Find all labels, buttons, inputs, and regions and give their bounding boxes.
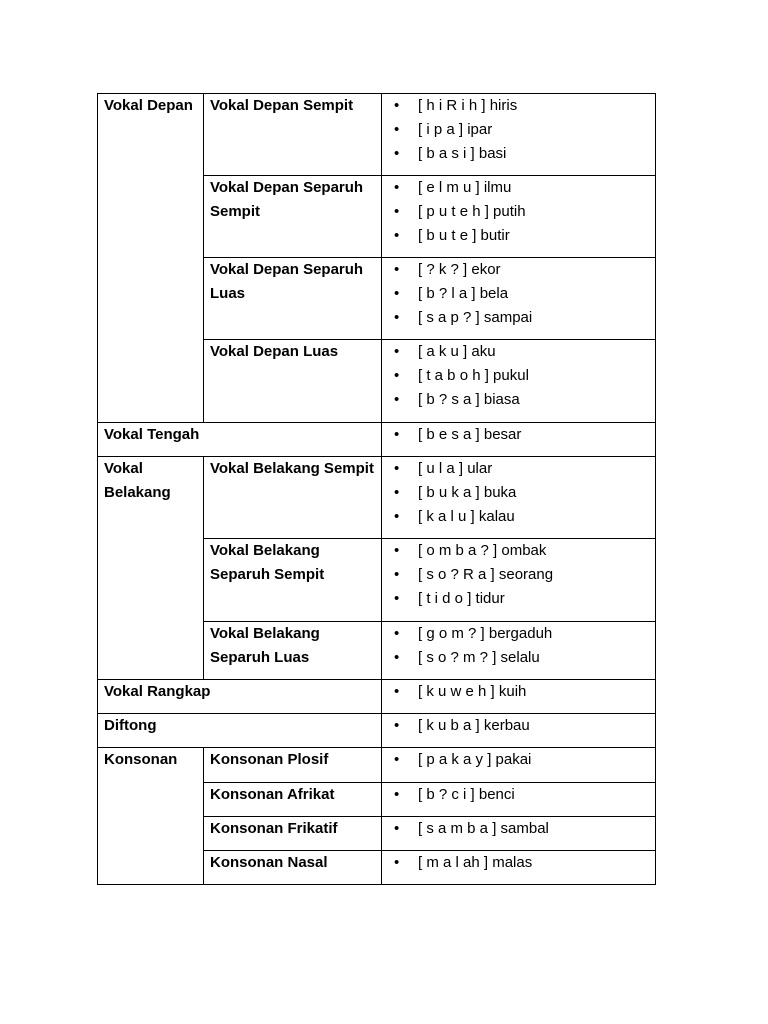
category-label: Vokal Depan Separuh Sempit (204, 176, 382, 258)
list-item: • [ b u t e ] butir (386, 224, 651, 248)
example-list-cell (382, 94, 656, 176)
bullet-icon: • (394, 367, 400, 384)
list-item: • [ b ? l a ] bela (386, 282, 651, 306)
list-item: • [ p a k a y ] pakai (386, 748, 651, 772)
category-label: Vokal Belakang Separuh Luas (204, 622, 382, 680)
bullet-icon: • (394, 145, 400, 162)
category-label: Vokal Depan Separuh Luas (204, 258, 382, 340)
example-list-cell (382, 457, 656, 539)
bullet-icon: • (394, 590, 400, 607)
category-label: Vokal Depan Sempit (204, 94, 382, 176)
list-item: • [ m a l ah ] malas (386, 851, 651, 875)
group-label-vokal-depan: Vokal Depan (98, 94, 204, 423)
bullet-icon: • (394, 542, 400, 559)
list-item: • [ a k u ] aku (386, 340, 651, 364)
group-label-diftong: Diftong (98, 714, 382, 748)
bullet-icon: • (394, 391, 400, 408)
group-label-vokal-tengah: Vokal Tengah (98, 423, 382, 457)
example-list (386, 176, 651, 248)
bullet-icon: • (394, 854, 400, 871)
bullet-icon: • (394, 751, 400, 768)
example-list-cell (382, 539, 656, 622)
example-list (386, 539, 651, 611)
table-row (98, 748, 656, 783)
list-item: • [ u l a ] ular (386, 457, 651, 481)
bullet-icon: • (394, 717, 400, 734)
list-item: • [ s o ? R a ] seorang (386, 563, 651, 587)
list-item: • [ h i R i h ] hiris (386, 94, 651, 118)
example-list (386, 258, 651, 330)
list-item: • [ b ? c i ] benci (386, 783, 651, 807)
example-list-cell (382, 258, 656, 340)
example-list (386, 340, 651, 412)
phonetics-table (97, 93, 656, 885)
list-item: • [ p u t e h ] putih (386, 200, 651, 224)
list-item: • [ b a s i ] basi (386, 142, 651, 166)
example-list (386, 94, 651, 166)
list-item: • [ s a p ? ] sampai (386, 306, 651, 330)
list-item: • [ s a m b a ] sambal (386, 817, 651, 841)
example-list-cell (382, 622, 656, 680)
bullet-icon: • (394, 460, 400, 477)
example-list (386, 680, 651, 704)
list-item: • [ k u b a ] kerbau (386, 714, 651, 738)
bullet-icon: • (394, 227, 400, 244)
bullet-icon: • (394, 285, 400, 302)
example-list-cell (382, 714, 656, 748)
example-list-cell (382, 748, 656, 783)
category-label: Vokal Depan Luas (204, 340, 382, 423)
list-item: • [ s o ? m ? ] selalu (386, 646, 651, 670)
bullet-icon: • (394, 566, 400, 583)
bullet-icon: • (394, 97, 400, 114)
list-item: • [ i p a ] ipar (386, 118, 651, 142)
example-list (386, 714, 651, 738)
bullet-icon: • (394, 426, 400, 443)
bullet-icon: • (394, 625, 400, 642)
bullet-icon: • (394, 786, 400, 803)
list-item: • [ o m b a ? ] ombak (386, 539, 651, 563)
bullet-icon: • (394, 309, 400, 326)
list-item: • [ ? k ? ] ekor (386, 258, 651, 282)
bullet-icon: • (394, 121, 400, 138)
list-item: • [ t i d o ] tidur (386, 587, 651, 611)
example-list-cell (382, 783, 656, 817)
example-list-cell (382, 423, 656, 457)
category-label: Vokal Belakang Separuh Sempit (204, 539, 382, 622)
category-label: Vokal Belakang Sempit (204, 457, 382, 539)
bullet-icon: • (394, 508, 400, 525)
group-label-konsonan: Konsonan (98, 748, 204, 885)
bullet-icon: • (394, 649, 400, 666)
example-list-cell (382, 680, 656, 714)
category-label: Konsonan Frikatif (204, 817, 382, 851)
example-list (386, 851, 651, 875)
bullet-icon: • (394, 820, 400, 837)
bullet-icon: • (394, 179, 400, 196)
list-item: • [ k u w e h ] kuih (386, 680, 651, 704)
table-row (98, 714, 656, 748)
table-row (98, 457, 656, 539)
example-list (386, 457, 651, 529)
table-row (98, 423, 656, 457)
group-label-vokal-belakang: Vokal Belakang (98, 457, 204, 680)
category-label: Konsonan Nasal (204, 851, 382, 885)
list-item: • [ b ? s a ] biasa (386, 388, 651, 412)
list-item: • [ e l m u ] ilmu (386, 176, 651, 200)
list-item: • [ b u k a ] buka (386, 481, 651, 505)
group-label-vokal-rangkap: Vokal Rangkap (98, 680, 382, 714)
list-item: • [ g o m ? ] bergaduh (386, 622, 651, 646)
example-list-cell (382, 851, 656, 885)
bullet-icon: • (394, 261, 400, 278)
example-list-cell (382, 817, 656, 851)
category-label: Konsonan Afrikat (204, 783, 382, 817)
example-list (386, 817, 651, 841)
list-item: • [ b e s a ] besar (386, 423, 651, 447)
bullet-icon: • (394, 203, 400, 220)
bullet-icon: • (394, 484, 400, 501)
bullet-icon: • (394, 683, 400, 700)
bullet-icon: • (394, 343, 400, 360)
example-list (386, 783, 651, 807)
table-row (98, 94, 656, 176)
category-label: Konsonan Plosif (204, 748, 382, 783)
list-item: • [ k a l u ] kalau (386, 505, 651, 529)
example-list (386, 748, 651, 772)
example-list (386, 622, 651, 670)
example-list-cell (382, 340, 656, 423)
table-row (98, 680, 656, 714)
list-item: • [ t a b o h ] pukul (386, 364, 651, 388)
example-list (386, 423, 651, 447)
example-list-cell (382, 176, 656, 258)
